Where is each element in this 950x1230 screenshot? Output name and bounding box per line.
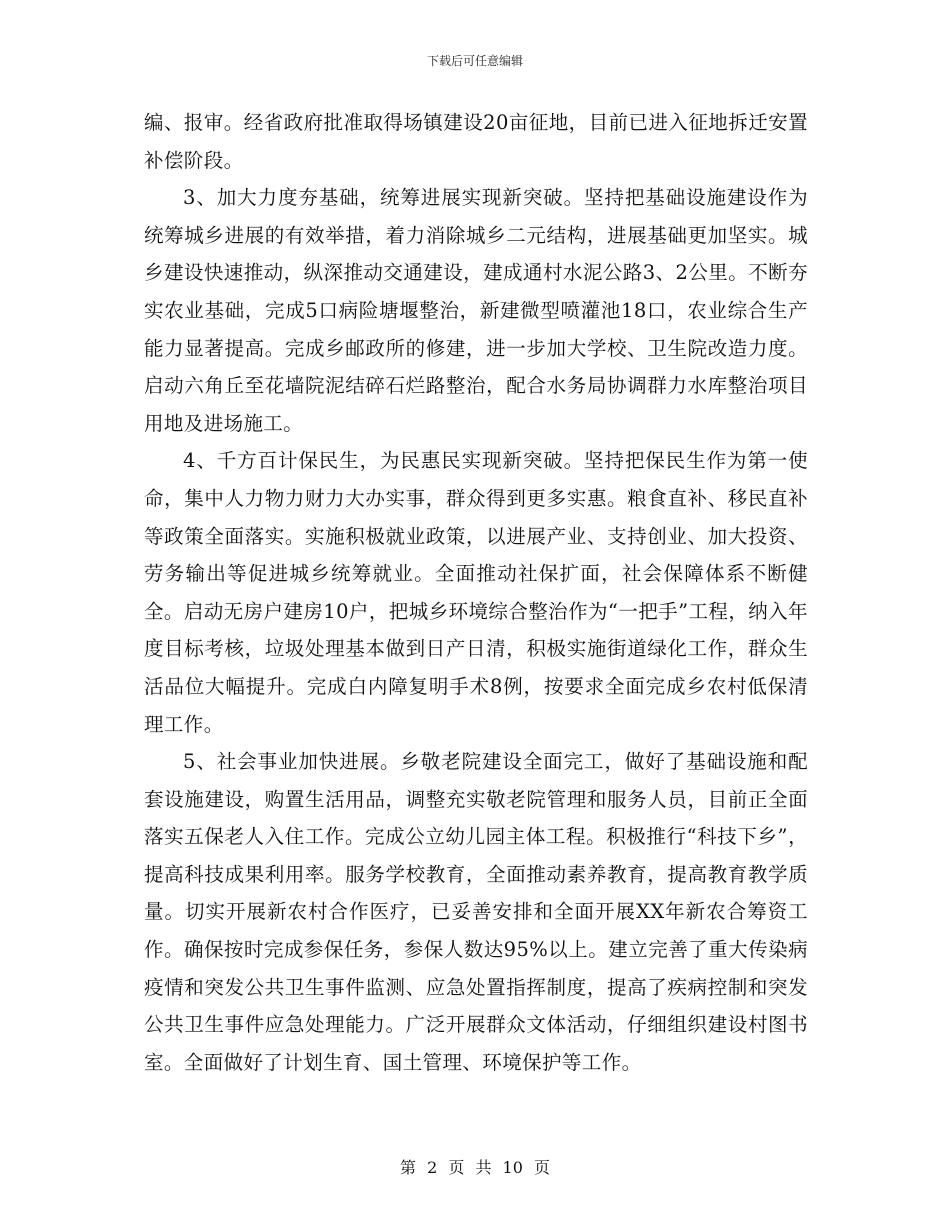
paragraph-5-social-affairs: 5、社会事业加快进展。乡敬老院建设全面完工，做好了基础设施和配套设施建设，购置生活用品，调整充实敬老院管理和服务人员，目前正全面落实五保老人入住工作。完成公立幼儿园主体工程。积极推行“科技下乡”，提高科技成果利用率。服务学校教育，全面推动素养教育，提高教育教学质量。切实开展新农村合作医疗，已妥善安排和全面开展XX年新农合筹资工作。确保按时完成参保任务，参保人数达95%以上。建立完善了重大传染病疫情和突发公共卫生事件监测、应急处置指挥制度，提高了疾病控制和突发公共卫生事件应急处理能力。广泛开展群众文体活动，仔细组织建设村图书室。全面做好了计划生育、国土管理、环境保护等工作。 — [144, 750, 808, 1074]
paragraph-3-infrastructure: 3、加大力度夯基础，统筹进展实现新突破。坚持把基础设施建设作为统筹城乡进展的有效举措，着力消除城乡二元结构，进展基础更加坚实。城乡建设快速推动，纵深推动交通建设，建成通村水泥公路3、2公里。不断夯实农业基础，完成5口病险塘堰整治，新建微型喷灌池18口，农业综合生产能力显著提高。完成乡邮政所的修建，进一步加大学校、卫生院改造力度。启动六角丘至花墙院泥结碎石烂路整治，配合水务局协调群力水库整治项目用地及进场施工。 — [144, 186, 808, 435]
page-number-footer: 第 2 页 共 10 页 — [400, 1158, 550, 1177]
page-header: 下载后可任意编辑 — [426, 54, 523, 68]
document-body — [144, 104, 808, 1081]
paragraph-continuation: 编、报审。经省政府批准取得场镇建设20亩征地，目前已进入征地拆迁安置补偿阶段。 — [144, 111, 808, 172]
paragraph-4-livelihood: 4、千方百计保民生，为民惠民实现新突破。坚持把保民生作为第一使命，集中人力物力财力大办实事，群众得到更多实惠。粮食直补、移民直补等政策全面落实。实施积极就业政策，以进展产业、支持创业、加大投资、劳务输出等促进城乡统筹就业。全面推动社保扩面，社会保障体系不断健全。启动无房户建房10户，把城乡环境综合整治作为“一把手”工程，纳入年度目标考核，垃圾处理基本做到日产日清，积极实施街道绿化工作，群众生活品位大幅提升。完成白内障复明手术8例，按要求全面完成乡农村低保清理工作。 — [144, 449, 808, 736]
